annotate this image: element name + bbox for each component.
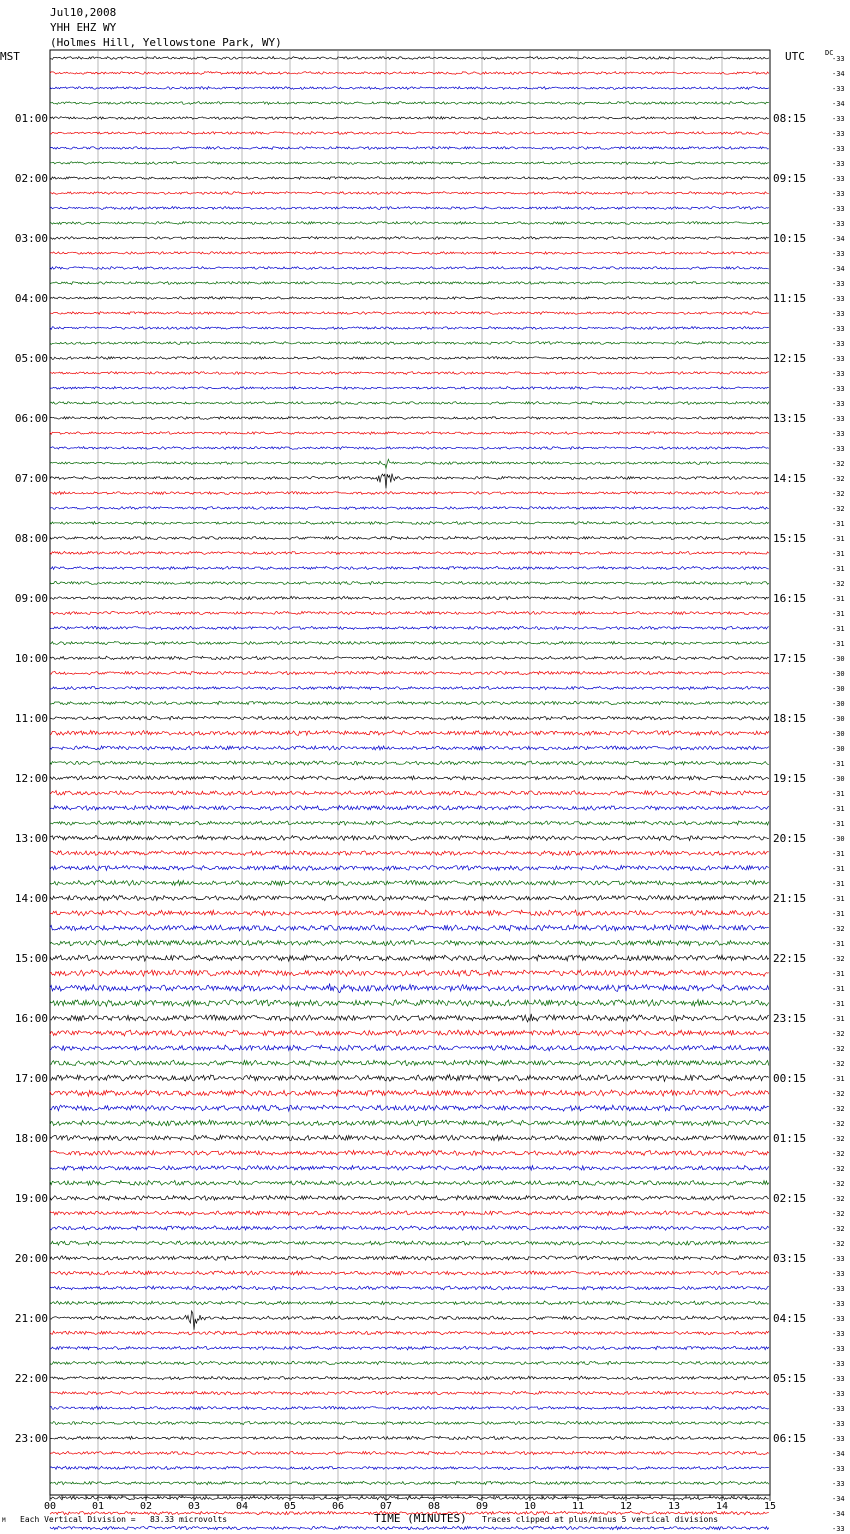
seismic-trace	[50, 1150, 769, 1155]
mst-hour-label: 09:00	[14, 592, 48, 605]
dc-offset-value: -32	[832, 1090, 845, 1098]
utc-hour-label: 00:15	[773, 1072, 807, 1085]
seismic-trace	[50, 1346, 769, 1350]
seismic-trace	[50, 1105, 769, 1111]
dc-offset-value: -33	[832, 85, 845, 93]
x-tick-label: 15	[763, 1501, 777, 1512]
dc-offset-value: -32	[832, 580, 845, 588]
seismic-trace	[50, 237, 769, 240]
x-axis-label: TIME (MINUTES)	[374, 1512, 467, 1525]
seismic-trace	[50, 1241, 769, 1246]
dc-offset-value: -32	[832, 505, 845, 513]
utc-hour-label: 13:15	[773, 412, 807, 425]
seismic-trace	[50, 297, 769, 300]
seismic-trace	[50, 1286, 769, 1290]
seismic-trace	[50, 1045, 769, 1051]
mst-hour-label: 23:00	[14, 1432, 48, 1445]
dc-offset-value: -32	[832, 475, 845, 483]
dc-offset-value: -33	[832, 295, 845, 303]
dc-offset-value: -30	[832, 715, 845, 723]
seismic-trace	[50, 1391, 769, 1394]
seismic-trace	[50, 671, 769, 674]
mst-hour-label: 10:00	[14, 652, 48, 665]
corner-mark: M	[2, 1517, 6, 1524]
seismic-trace	[50, 1436, 769, 1440]
seismic-trace	[50, 1406, 769, 1409]
seismic-trace	[50, 656, 769, 660]
x-tick-label: 03	[187, 1501, 201, 1512]
mst-hour-label: 01:00	[14, 112, 48, 125]
mst-hour-label: 12:00	[14, 772, 48, 785]
dc-offset-value: -31	[832, 1000, 845, 1008]
dc-offset-value: -33	[832, 130, 845, 138]
seismic-trace	[50, 327, 769, 330]
seismic-trace	[50, 1481, 769, 1485]
dc-offset-value: -31	[832, 985, 845, 993]
mst-hour-label: 02:00	[14, 172, 48, 185]
seismic-trace	[50, 866, 769, 871]
dc-offset-value: -32	[832, 490, 845, 498]
x-tick-label: 01	[91, 1501, 105, 1512]
utc-hour-label: 09:15	[773, 172, 807, 185]
seismic-trace	[50, 417, 769, 420]
mst-hour-label: 13:00	[14, 832, 48, 845]
dc-offset-value: -31	[832, 595, 845, 603]
seismic-trace	[50, 507, 769, 510]
dc-offset-value: -31	[832, 880, 845, 888]
dc-offset-value: -30	[832, 670, 845, 678]
seismic-trace	[50, 312, 769, 315]
utc-hour-label: 10:15	[773, 232, 807, 245]
seismic-trace	[50, 177, 769, 180]
seismic-trace	[50, 686, 769, 690]
seismic-trace	[50, 596, 769, 599]
dc-offset-value: -31	[832, 850, 845, 858]
seismic-trace	[50, 895, 769, 900]
dc-offset-value: -33	[832, 430, 845, 438]
dc-offset-value: -33	[832, 175, 845, 183]
seismic-trace	[50, 117, 769, 120]
seismic-trace	[50, 731, 769, 736]
seismic-trace	[50, 1196, 769, 1201]
mst-hour-label: 17:00	[14, 1072, 48, 1085]
dc-offset-value: -32	[832, 460, 845, 468]
mst-hour-label: 18:00	[14, 1132, 48, 1145]
mst-hour-label: 15:00	[14, 952, 48, 965]
left-timezone-label: MST	[0, 50, 20, 63]
seismic-trace	[50, 521, 769, 524]
dc-offset-value: -33	[832, 280, 845, 288]
seismic-trace	[50, 1271, 769, 1275]
utc-hour-label: 18:15	[773, 712, 807, 725]
dc-offset-value: -33	[832, 1255, 845, 1263]
seismic-trace	[50, 910, 769, 916]
seismic-trace	[50, 821, 769, 826]
seismic-trace	[50, 970, 769, 976]
dc-offset-value: -30	[832, 685, 845, 693]
x-tick-label: 00	[43, 1501, 57, 1512]
seismic-trace	[50, 536, 769, 539]
seismic-trace	[50, 1256, 769, 1260]
seismic-trace	[50, 776, 769, 780]
seismic-trace	[50, 372, 769, 375]
seismic-trace	[50, 1526, 769, 1529]
seismic-trace	[50, 357, 769, 360]
dc-offset-value: -30	[832, 775, 845, 783]
dc-offset-value: -32	[832, 1150, 845, 1158]
dc-offset-value: -34	[832, 70, 845, 78]
mst-hour-label: 16:00	[14, 1012, 48, 1025]
dc-offset-value: -31	[832, 550, 845, 558]
x-tick-label: 14	[715, 1501, 729, 1512]
dc-offset-value: -31	[832, 910, 845, 918]
dc-offset-value: -33	[832, 310, 845, 318]
seismic-trace	[50, 1014, 769, 1022]
mst-hour-label: 05:00	[14, 352, 48, 365]
seismic-trace	[50, 836, 769, 841]
utc-hour-label: 12:15	[773, 352, 807, 365]
mst-hour-label: 19:00	[14, 1192, 48, 1205]
seismic-trace	[50, 1421, 769, 1424]
utc-hour-label: 02:15	[773, 1192, 807, 1205]
mst-hour-label: 21:00	[14, 1312, 48, 1325]
seismic-trace	[50, 1120, 769, 1126]
dc-offset-value: -31	[832, 610, 845, 618]
mst-hour-label: 20:00	[14, 1252, 48, 1265]
seismic-trace	[50, 1181, 769, 1186]
utc-hour-label: 03:15	[773, 1252, 807, 1265]
x-tick-label: 09	[475, 1501, 489, 1512]
dc-offset-value: -31	[832, 535, 845, 543]
dc-offset-value: -30	[832, 730, 845, 738]
dc-offset-value: -31	[832, 820, 845, 828]
dc-offset-value: -33	[832, 1270, 845, 1278]
utc-hour-label: 17:15	[773, 652, 807, 665]
x-tick-label: 02	[139, 1501, 153, 1512]
dc-offset-value: -33	[832, 160, 845, 168]
mst-hour-label: 14:00	[14, 892, 48, 905]
dc-offset-value: -33	[832, 1390, 845, 1398]
seismic-trace	[50, 1466, 769, 1469]
dc-offset-value: -33	[832, 1300, 845, 1308]
seismic-trace	[50, 1000, 769, 1007]
seismic-trace	[50, 72, 769, 75]
seismic-trace	[50, 1060, 769, 1066]
seismic-trace	[50, 925, 769, 931]
seismic-trace	[50, 1226, 769, 1230]
dc-offset-value: -31	[832, 865, 845, 873]
seismic-trace	[50, 222, 769, 225]
dc-offset-value: -32	[832, 1105, 845, 1113]
seismic-trace	[50, 1166, 769, 1171]
seismic-trace	[50, 492, 769, 495]
utc-hour-label: 15:15	[773, 532, 807, 545]
utc-hour-label: 01:15	[773, 1132, 807, 1145]
seismic-trace	[50, 162, 769, 165]
seismic-trace	[50, 761, 769, 765]
seismic-trace	[50, 87, 769, 90]
dc-offset-value: -31	[832, 1015, 845, 1023]
dc-offset-value: -33	[832, 1330, 845, 1338]
seismic-trace	[50, 342, 769, 345]
utc-hour-label: 04:15	[773, 1312, 807, 1325]
x-tick-label: 08	[427, 1501, 441, 1512]
seismic-trace	[50, 1311, 769, 1330]
dc-offset-value: -33	[832, 55, 845, 63]
seismic-trace	[50, 192, 769, 195]
dc-offset-value: -33	[832, 355, 845, 363]
dc-offset-value: -34	[832, 1495, 845, 1503]
dc-offset-value: -33	[832, 340, 845, 348]
seismic-trace	[50, 207, 769, 210]
seismic-trace	[50, 267, 769, 270]
dc-offset-value: -32	[832, 1225, 845, 1233]
dc-offset-value: -34	[832, 100, 845, 108]
dc-offset-value: -33	[832, 1345, 845, 1353]
seismic-trace	[50, 641, 769, 644]
dc-offset-value: -31	[832, 520, 845, 528]
dc-offset-value: -33	[832, 370, 845, 378]
dc-offset-value: -34	[832, 265, 845, 273]
seismic-trace	[50, 791, 769, 796]
seismic-trace	[50, 551, 769, 554]
dc-offset-value: -32	[832, 1045, 845, 1053]
utc-hour-label: 11:15	[773, 292, 807, 305]
dc-offset-value: -33	[832, 190, 845, 198]
utc-hour-label: 06:15	[773, 1432, 807, 1445]
utc-hour-label: 16:15	[773, 592, 807, 605]
dc-offset-value: -33	[832, 205, 845, 213]
dc-offset-value: -30	[832, 700, 845, 708]
dc-offset-value: -32	[832, 1030, 845, 1038]
utc-hour-label: 23:15	[773, 1012, 807, 1025]
seismic-trace	[50, 746, 769, 750]
dc-offset-value: -31	[832, 760, 845, 768]
dc-offset-header: DC	[825, 49, 834, 57]
dc-offset-value: -33	[832, 445, 845, 453]
seismic-trace	[50, 282, 769, 285]
dc-offset-value: -31	[832, 940, 845, 948]
station-location: (Holmes Hill, Yellowstone Park, WY)	[50, 36, 282, 49]
seismic-trace	[50, 1030, 769, 1036]
clipping-note: Traces clipped at plus/minus 5 vertical divisions	[482, 1515, 719, 1524]
seismic-trace	[50, 1451, 769, 1454]
seismic-trace	[50, 1376, 769, 1380]
dc-offset-value: -34	[832, 1510, 845, 1518]
dc-offset-value: -33	[832, 145, 845, 153]
seismic-trace	[50, 581, 769, 584]
dc-offset-value: -30	[832, 745, 845, 753]
seismic-trace	[50, 701, 769, 705]
dc-offset-value: -33	[832, 1360, 845, 1368]
dc-offset-value: -31	[832, 805, 845, 813]
x-tick-label: 04	[235, 1501, 249, 1512]
seismic-trace	[50, 806, 769, 811]
vertical-scale-note: Each Vertical Division = 83.33 microvolts	[20, 1515, 228, 1524]
seismic-trace	[50, 626, 769, 629]
plot-frame	[50, 50, 770, 1495]
mst-hour-label: 03:00	[14, 232, 48, 245]
seismic-trace	[50, 983, 769, 992]
mst-hour-label: 07:00	[14, 472, 48, 485]
dc-offset-value: -33	[832, 250, 845, 258]
dc-offset-value: -33	[832, 1420, 845, 1428]
seismic-trace	[50, 1075, 769, 1082]
station-code: YHH EHZ WY	[50, 21, 117, 34]
utc-hour-label: 19:15	[773, 772, 807, 785]
x-tick-label: 10	[523, 1501, 537, 1512]
x-tick-label: 11	[571, 1501, 585, 1512]
x-tick-label: 07	[379, 1501, 393, 1512]
dc-offset-value: -33	[832, 1465, 845, 1473]
seismic-trace	[50, 252, 769, 255]
utc-hour-label: 08:15	[773, 112, 807, 125]
utc-hour-label: 21:15	[773, 892, 807, 905]
seismic-trace	[50, 1211, 769, 1216]
dc-offset-value: -33	[832, 1315, 845, 1323]
seismic-trace	[50, 447, 769, 450]
plot-date: Jul10,2008	[50, 6, 117, 19]
seismic-trace	[50, 940, 769, 946]
dc-offset-value: -31	[832, 565, 845, 573]
dc-offset-value: -33	[832, 385, 845, 393]
seismic-trace	[50, 102, 769, 105]
utc-hour-label: 20:15	[773, 832, 807, 845]
dc-offset-value: -31	[832, 1075, 845, 1083]
dc-offset-value: -33	[832, 1375, 845, 1383]
dc-offset-value: -30	[832, 835, 845, 843]
dc-offset-value: -32	[832, 955, 845, 963]
seismic-trace	[50, 57, 769, 60]
seismic-trace	[50, 1090, 769, 1096]
dc-offset-value: -33	[832, 325, 845, 333]
dc-offset-value: -33	[832, 1285, 845, 1293]
dc-offset-value: -33	[832, 1525, 845, 1533]
dc-offset-value: -32	[832, 1120, 845, 1128]
dc-offset-value: -33	[832, 1480, 845, 1488]
x-tick-label: 12	[619, 1501, 633, 1512]
dc-offset-value: -32	[832, 1240, 845, 1248]
seismic-trace	[50, 1331, 769, 1335]
dc-offset-value: -33	[832, 1405, 845, 1413]
mst-hour-label: 04:00	[14, 292, 48, 305]
seismic-trace	[50, 147, 769, 150]
seismic-trace	[50, 459, 769, 468]
dc-offset-value: -33	[832, 400, 845, 408]
mst-hour-label: 06:00	[14, 412, 48, 425]
dc-offset-value: -31	[832, 790, 845, 798]
dc-offset-value: -31	[832, 970, 845, 978]
seismic-trace	[50, 880, 769, 885]
seismic-trace	[50, 1361, 769, 1365]
seismic-trace	[50, 1301, 769, 1305]
mst-hour-label: 08:00	[14, 532, 48, 545]
seismic-trace	[50, 566, 769, 569]
dc-offset-value: -33	[832, 415, 845, 423]
dc-offset-value: -34	[832, 1450, 845, 1458]
dc-offset-value: -32	[832, 1180, 845, 1188]
seismic-trace	[50, 132, 769, 135]
dc-offset-value: -33	[832, 220, 845, 228]
dc-offset-value: -32	[832, 925, 845, 933]
x-tick-label: 13	[667, 1501, 681, 1512]
seismic-trace	[50, 1135, 769, 1141]
dc-offset-value: -32	[832, 1210, 845, 1218]
dc-offset-value: -32	[832, 1060, 845, 1068]
dc-offset-value: -33	[832, 115, 845, 123]
dc-offset-value: -34	[832, 235, 845, 243]
utc-hour-label: 14:15	[773, 472, 807, 485]
dc-offset-value: -33	[832, 1435, 845, 1443]
utc-hour-label: 05:15	[773, 1372, 807, 1385]
seismic-trace	[50, 716, 769, 720]
x-tick-label: 05	[283, 1501, 297, 1512]
mst-hour-label: 11:00	[14, 712, 48, 725]
seismic-trace	[50, 432, 769, 435]
dc-offset-value: -31	[832, 640, 845, 648]
right-timezone-label: UTC	[785, 50, 805, 63]
seismic-trace	[50, 387, 769, 390]
mst-hour-label: 22:00	[14, 1372, 48, 1385]
dc-offset-value: -32	[832, 1135, 845, 1143]
dc-offset-value: -31	[832, 625, 845, 633]
x-tick-label: 06	[331, 1501, 345, 1512]
seismic-trace	[50, 955, 769, 961]
seismic-trace	[50, 611, 769, 614]
seismic-trace	[50, 402, 769, 405]
dc-offset-value: -32	[832, 1165, 845, 1173]
dc-offset-value: -31	[832, 895, 845, 903]
dc-offset-value: -32	[832, 1195, 845, 1203]
seismic-trace	[50, 474, 769, 489]
seismic-trace	[50, 850, 769, 855]
dc-offset-value: -30	[832, 655, 845, 663]
utc-hour-label: 22:15	[773, 952, 807, 965]
